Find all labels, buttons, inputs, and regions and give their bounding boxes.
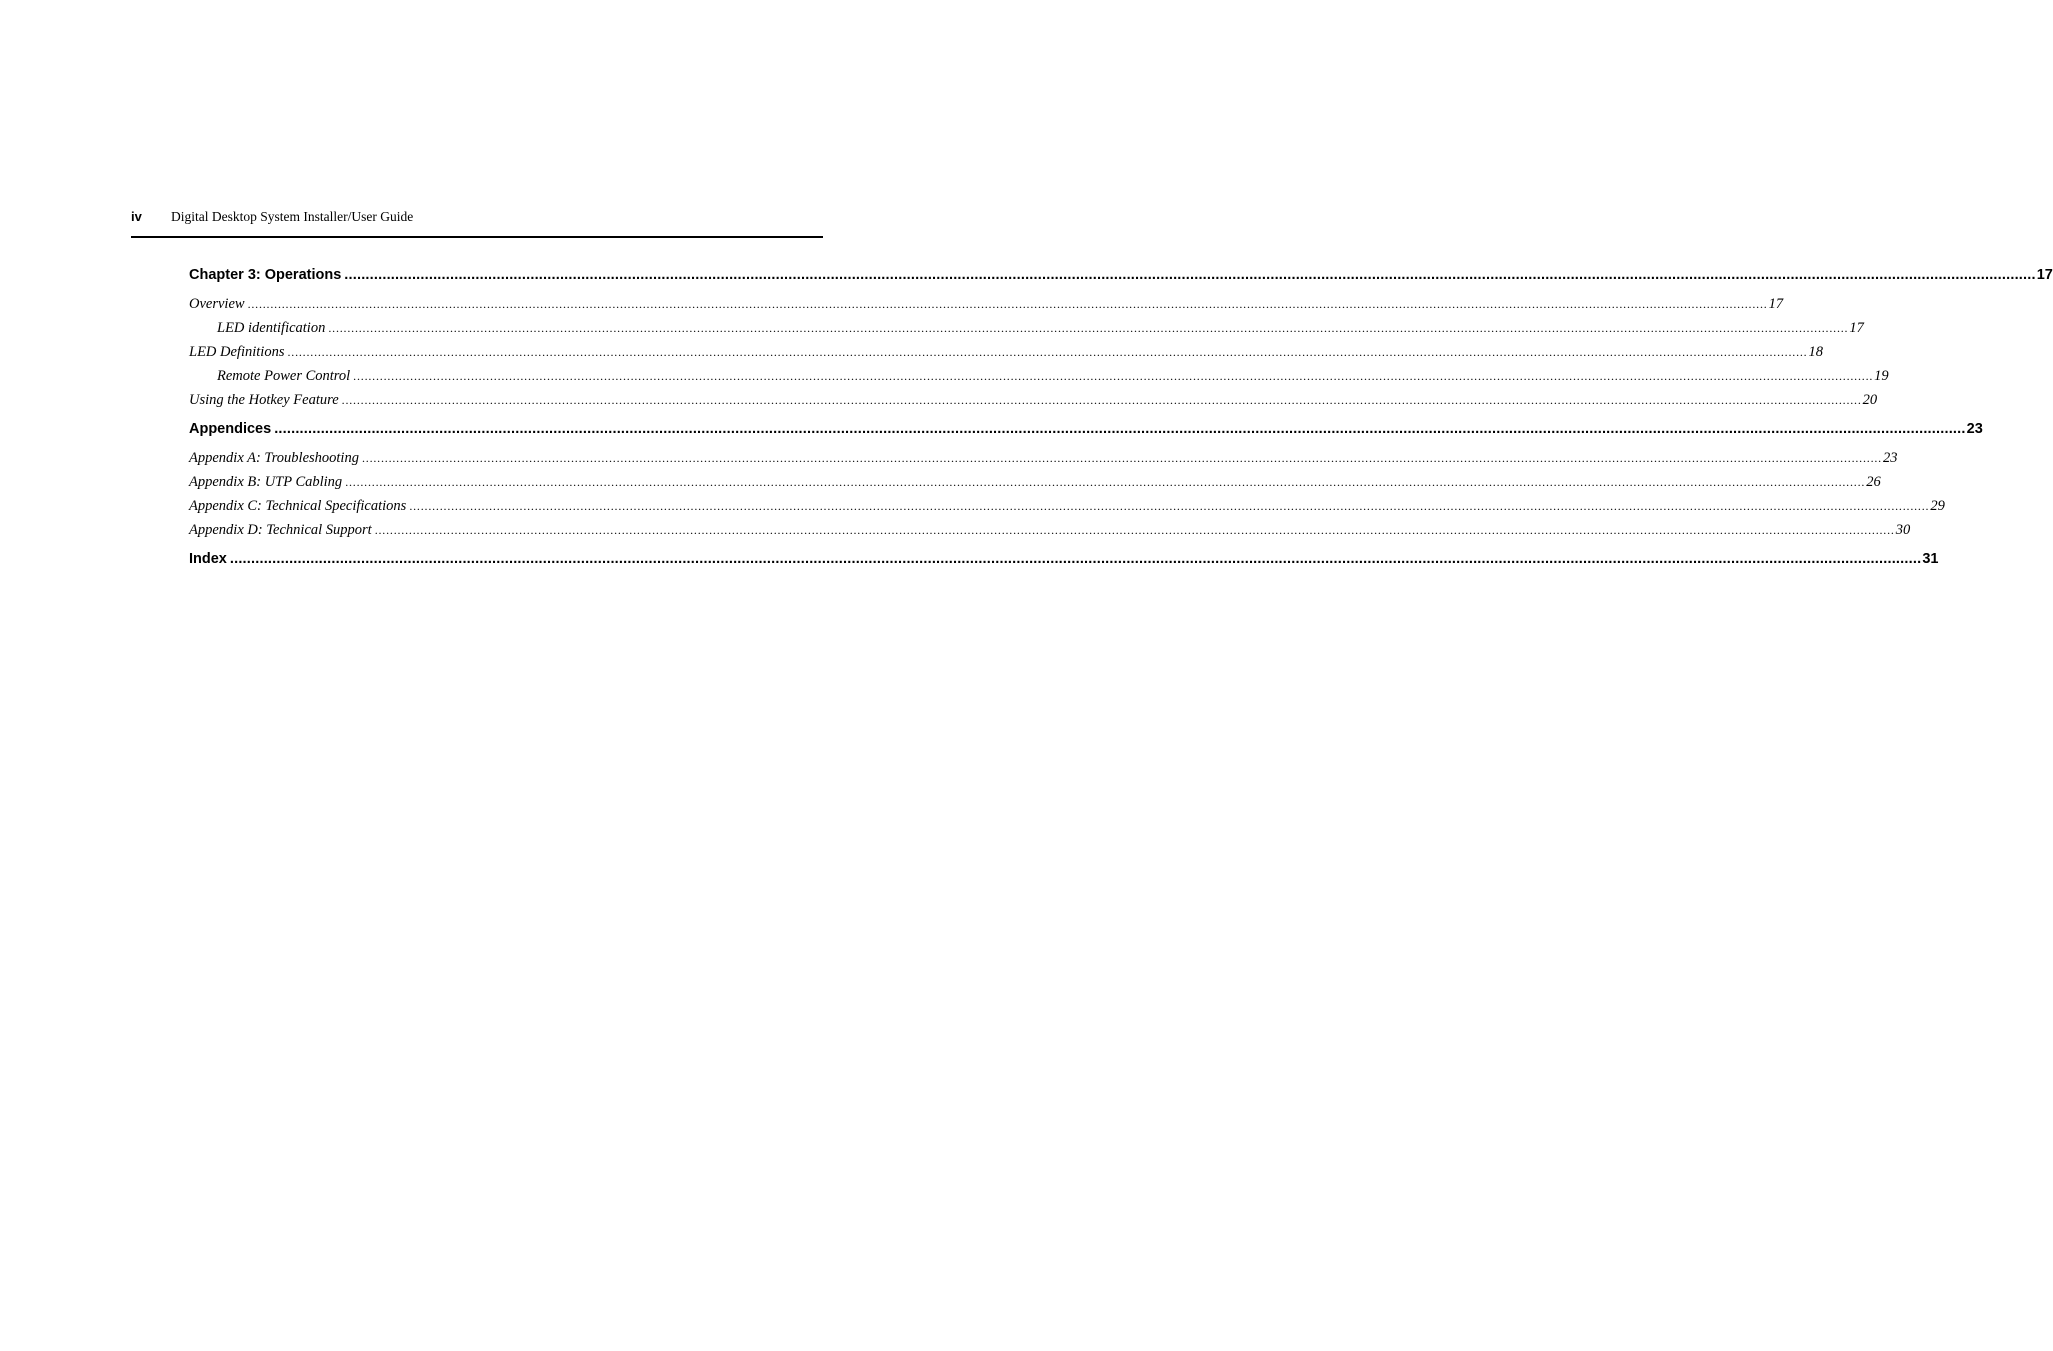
toc-page: 30 [1895,522,1911,538]
toc-hotkey-feature[interactable] [189,390,1878,410]
toc-leader: ................................................................................................................................................................................................................................................................................................................................................................................................................ [229,551,1922,567]
toc-leader: ................................................................................................................................................................................................................................................................................................................................................................................................................ [287,345,1808,359]
toc-leader: ................................................................................................................................................................................................................................................................................................................................................................................................................ [341,393,1862,407]
toc-leader: ................................................................................................................................................................................................................................................................................................................................................................................................................ [247,297,1768,311]
toc-label: Appendix D: Technical Support [189,522,372,538]
toc-page: 29 [1930,498,1945,514]
toc-page: 19 [1874,368,1889,384]
toc-page: 26 [1866,474,1881,490]
toc-page: 18 [1808,344,1823,360]
toc-leader: ................................................................................................................................................................................................................................................................................................................................................................................................................ [344,267,2036,283]
toc-overview[interactable] [189,294,1784,314]
toc-label: Appendix B: UTP Cabling [189,474,343,490]
toc-leader: ................................................................................................................................................................................................................................................................................................................................................................................................................ [409,499,1930,513]
toc-label: LED identification [217,320,326,336]
toc-label: Using the Hotkey Feature [189,392,339,408]
toc-chapter-3[interactable] [189,265,2053,285]
toc-appendices[interactable] [189,419,1983,439]
page-header [131,207,823,229]
toc-appendix-d[interactable] [189,520,1911,540]
header-rule [131,236,823,238]
toc-leader: ................................................................................................................................................................................................................................................................................................................................................................................................................ [328,321,1849,335]
toc-appendix-b[interactable] [189,472,1881,492]
toc-page: 20 [1862,392,1878,408]
toc-led-definitions[interactable] [189,342,1823,362]
toc-page: 17 [2036,267,2053,283]
toc-appendix-c[interactable] [189,496,1945,516]
toc-label: Chapter 3: Operations [189,267,342,283]
page-number: iv [131,209,142,224]
document-title: Digital Desktop System Installer/User Guide [171,209,414,224]
toc-label: Overview [189,296,245,312]
toc-page: 17 [1849,320,1864,336]
toc-remote-power-control[interactable] [217,366,1889,386]
toc-label: Appendices [189,421,272,437]
toc-led-identification[interactable] [217,318,1864,338]
toc-label: Index [189,551,227,567]
toc-index[interactable] [189,549,1939,569]
toc-leader: ................................................................................................................................................................................................................................................................................................................................................................................................................ [345,475,1866,489]
toc-label: Appendix C: Technical Specifications [189,498,407,514]
toc-page: 23 [1882,450,1898,466]
toc-leader: ................................................................................................................................................................................................................................................................................................................................................................................................................ [374,523,1895,537]
toc-label: Appendix A: Troubleshooting [189,450,359,466]
toc-leader: ................................................................................................................................................................................................................................................................................................................................................................................................................ [274,421,1966,437]
toc-leader: ................................................................................................................................................................................................................................................................................................................................................................................................................ [361,451,1882,465]
toc-appendix-a[interactable] [189,448,1898,468]
toc-leader: ................................................................................................................................................................................................................................................................................................................................................................................................................ [353,369,1874,383]
toc-page: 31 [1922,551,1939,567]
toc-label: LED Definitions [189,344,285,360]
toc-page: 23 [1966,421,1983,437]
toc-label: Remote Power Control [217,368,351,384]
toc-page: 17 [1768,296,1784,312]
